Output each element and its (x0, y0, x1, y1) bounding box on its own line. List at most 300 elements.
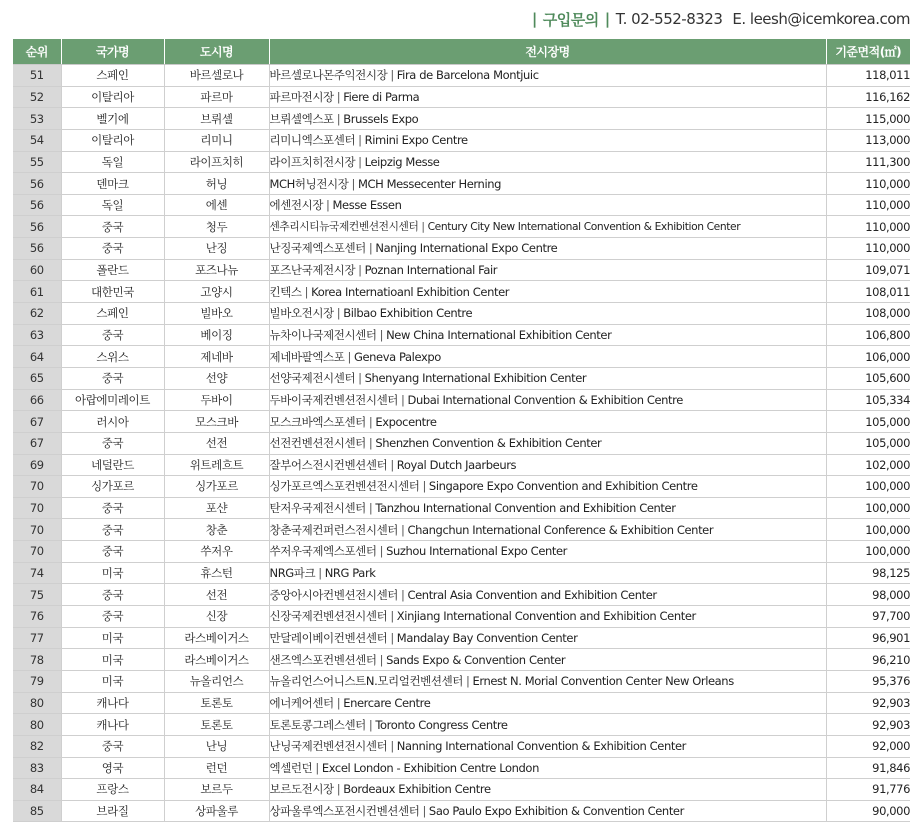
venue-cell (269, 562, 826, 584)
country-cell: 브라질 (61, 800, 164, 822)
country-cell: 대한민국 (61, 281, 164, 303)
venue-name-korean: 뉴차이나국제전시센터 (269, 328, 377, 342)
venue-name-korean: 빌바오전시장 (269, 306, 334, 321)
city-cell: 상파울루 (164, 800, 269, 822)
venue-cell (269, 194, 826, 216)
venue-name-korean: 센추리시티뉴국제컨벤션전시센터 (269, 220, 419, 234)
venue-name-separator: | (379, 328, 384, 342)
country-cell: 중국 (61, 324, 164, 346)
city-cell: 선전 (164, 432, 269, 454)
rank-cell: 62 (13, 303, 61, 325)
table-row (13, 541, 910, 563)
table-body (13, 65, 910, 822)
area-cell: 100,000 (826, 541, 910, 563)
table-row (13, 281, 910, 303)
city-cell: 라이프치히 (164, 151, 269, 173)
table-row (13, 670, 910, 692)
venue-name-english: Expocentre (375, 414, 437, 429)
venue-cell (269, 476, 826, 498)
table-row (13, 454, 910, 476)
venue-name-english: Suzhou International Expo Center (386, 544, 567, 559)
rank-cell: 78 (13, 649, 61, 671)
rank-cell: 70 (13, 497, 61, 519)
venue-name-separator: | (401, 392, 405, 407)
area-cell: 105,600 (826, 367, 910, 389)
venue-name-separator: | (422, 479, 426, 494)
rank-cell: 83 (13, 757, 61, 779)
venue-cell (269, 670, 826, 692)
table-row (13, 151, 910, 173)
city-cell: 런던 (164, 757, 269, 779)
rank-cell: 70 (13, 476, 61, 498)
venue-name-separator: | (336, 782, 341, 797)
venue-name-separator: | (358, 263, 362, 278)
venue-name-separator: | (336, 111, 341, 126)
area-cell: 113,000 (826, 129, 910, 151)
table-row (13, 476, 910, 498)
venue-name-korean: 잘부어스전시컨벤션센터 (269, 457, 388, 472)
table-row (13, 411, 910, 433)
venue-name-korean: 브뤼셀엑스포 (269, 111, 334, 126)
inquiry-label: 구입문의 (542, 10, 599, 29)
area-cell: 100,000 (826, 519, 910, 541)
rank-cell: 51 (13, 65, 61, 87)
area-cell: 98,000 (826, 584, 910, 606)
country-cell: 러시아 (61, 411, 164, 433)
venue-cell (269, 389, 826, 411)
venue-name-english: Fiere di Parma (343, 89, 420, 104)
table-row (13, 432, 910, 454)
rank-cell: 56 (13, 173, 61, 195)
venue-name-separator: | (401, 522, 405, 537)
area-cell: 108,011 (826, 281, 910, 303)
country-cell: 중국 (61, 216, 164, 238)
venue-name-korean: 포즈난국제전시장 (269, 263, 356, 278)
country-cell: 벨기에 (61, 108, 164, 130)
city-cell: 싱가포르 (164, 476, 269, 498)
city-cell: 두바이 (164, 389, 269, 411)
table-row (13, 627, 910, 649)
city-cell: 고양시 (164, 281, 269, 303)
area-cell: 105,000 (826, 411, 910, 433)
table-row (13, 779, 910, 801)
rank-cell: 69 (13, 454, 61, 476)
venue-name-korean: 쑤저우국제엑스포센터 (269, 544, 377, 559)
country-cell: 폴란드 (61, 259, 164, 281)
table-row (13, 606, 910, 628)
venue-name-english: Changchun International Conference & Exhibition Center (407, 522, 714, 537)
table-row (13, 194, 910, 216)
venue-name-korean: 바르셀로나몬주익전시장 (269, 68, 388, 83)
venue-cell (269, 779, 826, 801)
venue-name-english: Dubai International Convention & Exhibition Centre (407, 392, 683, 407)
venue-name-english: Brussels Expo (343, 111, 419, 126)
venue-name-english: Bordeaux Exhibition Centre (343, 782, 491, 797)
table-row (13, 584, 910, 606)
area-cell: 106,800 (826, 324, 910, 346)
venue-name-english: Bilbao Exhibition Centre (343, 306, 473, 321)
table-row (13, 216, 910, 238)
venue-cell (269, 238, 826, 260)
venue-name-english: Messe Essen (332, 198, 402, 213)
venue-cell (269, 454, 826, 476)
venue-name-korean: 모스크바엑스포센터 (269, 414, 366, 429)
area-cell: 102,000 (826, 454, 910, 476)
venue-cell (269, 519, 826, 541)
venue-name-separator: | (336, 306, 341, 321)
city-cell: 휴스턴 (164, 562, 269, 584)
phone-number: T. 02-552-8323 (615, 10, 723, 28)
venue-name-english: Nanning International Convention & Exhibition Center (396, 739, 686, 754)
venue-name-separator: | (368, 414, 373, 429)
venue-name-separator: | (304, 284, 309, 299)
venue-name-korean: 라이프치히전시장 (269, 154, 356, 169)
country-cell: 캐나다 (61, 714, 164, 736)
venue-cell (269, 129, 826, 151)
venue-cell (269, 346, 826, 368)
city-cell: 라스베이거스 (164, 649, 269, 671)
country-cell: 스페인 (61, 65, 164, 87)
table-row (13, 259, 910, 281)
venue-cell (269, 800, 826, 822)
table-row (13, 735, 910, 757)
venue-name-english: Toronto Congress Centre (375, 717, 508, 732)
venue-name-korean: 만달레이베이컨벤션센터 (269, 630, 388, 645)
city-cell: 보르두 (164, 779, 269, 801)
venue-name-separator: | (336, 89, 341, 104)
area-cell: 91,846 (826, 757, 910, 779)
rank-cell: 77 (13, 627, 61, 649)
venue-name-korean: MCH허닝전시장 (269, 176, 349, 191)
table-row (13, 108, 910, 130)
country-cell: 미국 (61, 649, 164, 671)
table-row (13, 65, 910, 87)
venue-name-korean: 엑셀런던 (269, 760, 313, 775)
country-cell: 중국 (61, 541, 164, 563)
table-row (13, 714, 910, 736)
rank-cell: 76 (13, 606, 61, 628)
venue-cell (269, 692, 826, 714)
city-cell: 모스크바 (164, 411, 269, 433)
area-cell: 105,334 (826, 389, 910, 411)
venue-cell (269, 584, 826, 606)
city-cell: 토론토 (164, 692, 269, 714)
venue-name-korean: 난닝국제컨벤션전시센터 (269, 739, 388, 754)
venue-ranking-table (13, 39, 910, 822)
venue-name-korean: 선전컨벤션전시센터 (269, 436, 366, 451)
separator: | (604, 10, 610, 28)
table-row (13, 519, 910, 541)
venue-name-english: Shenzhen Convention & Exhibition Center (375, 436, 602, 451)
venue-cell (269, 541, 826, 563)
area-cell: 90,000 (826, 800, 910, 822)
venue-name-korean: 중앙아시아컨벤션전시센터 (269, 587, 399, 602)
venue-cell (269, 735, 826, 757)
area-cell: 116,162 (826, 86, 910, 108)
venue-name-english: Century City New International Convention & Exhibition Center (427, 220, 741, 234)
country-cell: 스위스 (61, 346, 164, 368)
venue-name-separator: | (422, 804, 426, 819)
rank-cell: 67 (13, 411, 61, 433)
venue-name-separator: | (466, 674, 470, 689)
venue-name-separator: | (326, 198, 330, 213)
rank-cell: 84 (13, 779, 61, 801)
area-cell: 96,901 (826, 627, 910, 649)
venue-name-english: Sands Expo & Convention Center (386, 652, 566, 667)
city-cell: 리미니 (164, 129, 269, 151)
venue-cell (269, 606, 826, 628)
table-row (13, 497, 910, 519)
area-cell: 106,000 (826, 346, 910, 368)
venue-name-separator: | (379, 544, 384, 559)
table-row (13, 238, 910, 260)
country-cell: 덴마크 (61, 173, 164, 195)
rank-cell: 70 (13, 541, 61, 563)
city-cell: 바르셀로나 (164, 65, 269, 87)
venue-name-separator: | (358, 154, 362, 169)
venue-cell (269, 216, 826, 238)
country-cell: 중국 (61, 519, 164, 541)
city-cell: 브뤼셀 (164, 108, 269, 130)
city-cell: 라스베이거스 (164, 627, 269, 649)
rank-cell: 56 (13, 194, 61, 216)
venue-name-korean: 에너케어센터 (269, 695, 334, 710)
venue-name-english: Fira de Barcelona Montjuic (396, 68, 539, 83)
venue-cell (269, 367, 826, 389)
rank-cell: 63 (13, 324, 61, 346)
venue-cell (269, 757, 826, 779)
venue-name-separator: | (379, 652, 384, 667)
venue-name-korean: 토론토콩그레스센터 (269, 717, 366, 732)
country-cell: 독일 (61, 194, 164, 216)
rank-cell: 80 (13, 692, 61, 714)
country-cell: 스페인 (61, 303, 164, 325)
city-cell: 파르마 (164, 86, 269, 108)
rank-cell: 65 (13, 367, 61, 389)
rank-cell: 74 (13, 562, 61, 584)
venue-name-korean: 상파울루엑스포전시컨벤션센터 (269, 804, 420, 819)
table-row (13, 649, 910, 671)
rank-cell: 56 (13, 216, 61, 238)
table-row (13, 692, 910, 714)
rank-cell: 60 (13, 259, 61, 281)
country-cell: 중국 (61, 584, 164, 606)
header-area: 기준면적(㎡) (826, 39, 910, 65)
table-row (13, 346, 910, 368)
rank-cell: 67 (13, 432, 61, 454)
area-cell: 110,000 (826, 216, 910, 238)
rank-cell: 66 (13, 389, 61, 411)
venue-cell (269, 714, 826, 736)
venue-name-english: Rimini Expo Centre (364, 133, 468, 148)
venue-name-korean: 리미니엑스포센터 (269, 133, 356, 148)
country-cell: 독일 (61, 151, 164, 173)
venue-cell (269, 627, 826, 649)
country-cell: 중국 (61, 497, 164, 519)
venue-name-korean: 신장국제컨벤션전시센터 (269, 609, 388, 624)
rank-cell: 64 (13, 346, 61, 368)
venue-name-korean: 선양국제전시센터 (269, 371, 356, 386)
area-cell: 92,000 (826, 735, 910, 757)
table-row (13, 800, 910, 822)
rank-cell: 61 (13, 281, 61, 303)
separator: | (531, 10, 537, 28)
venue-name-english: Ernest N. Morial Convention Center New Orleans (472, 674, 734, 689)
area-cell: 91,776 (826, 779, 910, 801)
venue-name-separator: | (336, 695, 341, 710)
venue-cell (269, 497, 826, 519)
venue-name-korean: 난징국제엑스포센터 (269, 241, 366, 256)
venue-name-korean: NRG파크 (269, 566, 316, 581)
city-cell: 위트레흐트 (164, 454, 269, 476)
venue-name-korean: 창춘국제컨퍼런스전시센터 (269, 522, 399, 537)
venue-name-separator: | (368, 436, 373, 451)
venue-name-separator: | (358, 371, 362, 386)
area-cell: 111,300 (826, 151, 910, 173)
header-rank: 순위 (13, 39, 61, 65)
venue-name-separator: | (390, 609, 394, 624)
venue-name-separator: | (368, 241, 373, 256)
area-cell: 97,700 (826, 606, 910, 628)
venue-name-english: Tanzhou International Convention and Exhibition Center (375, 501, 676, 516)
venue-cell (269, 173, 826, 195)
area-cell: 108,000 (826, 303, 910, 325)
venue-name-english: Excel London - Exhibition Centre London (321, 760, 539, 775)
venue-cell (269, 65, 826, 87)
venue-name-separator: | (315, 760, 319, 775)
city-cell: 선전 (164, 584, 269, 606)
country-cell: 프랑스 (61, 779, 164, 801)
venue-cell (269, 432, 826, 454)
venue-name-korean: 뉴올리언스어니스트N.모리얼컨벤션센터 (269, 674, 464, 689)
venue-name-separator: | (368, 501, 373, 516)
city-cell: 빌바오 (164, 303, 269, 325)
venue-cell (269, 108, 826, 130)
table-header-row (13, 39, 910, 65)
venue-name-separator: | (368, 717, 373, 732)
venue-name-english: NRG Park (324, 566, 376, 581)
rank-cell: 55 (13, 151, 61, 173)
table-row (13, 389, 910, 411)
table-row (13, 757, 910, 779)
table-row (13, 324, 910, 346)
email-address[interactable]: E. leesh@icemkorea.com (732, 10, 910, 28)
country-cell: 영국 (61, 757, 164, 779)
table-row (13, 303, 910, 325)
rank-cell: 56 (13, 238, 61, 260)
rank-cell: 80 (13, 714, 61, 736)
venue-name-english: Mandalay Bay Convention Center (396, 630, 578, 645)
venue-cell (269, 324, 826, 346)
venue-name-english: Poznan International Fair (364, 263, 498, 278)
area-cell: 98,125 (826, 562, 910, 584)
venue-name-separator: | (318, 566, 322, 581)
area-cell: 110,000 (826, 194, 910, 216)
area-cell: 118,011 (826, 65, 910, 87)
country-cell: 미국 (61, 562, 164, 584)
area-cell: 100,000 (826, 497, 910, 519)
city-cell: 뉴올리언스 (164, 670, 269, 692)
city-cell: 쑤저우 (164, 541, 269, 563)
venue-name-english: Leipzig Messe (364, 154, 440, 169)
venue-name-english: Shenyang International Exhibition Center (364, 371, 587, 386)
venue-name-separator: | (358, 133, 362, 148)
header-city: 도시명 (164, 39, 269, 65)
venue-name-english: Korea Internatioanl Exhibition Center (311, 284, 510, 299)
rank-cell: 79 (13, 670, 61, 692)
rank-cell: 75 (13, 584, 61, 606)
area-cell: 109,071 (826, 259, 910, 281)
header-country: 국가명 (61, 39, 164, 65)
country-cell: 이탈리아 (61, 86, 164, 108)
rank-cell: 70 (13, 519, 61, 541)
contact-bar (0, 0, 917, 38)
city-cell: 난징 (164, 238, 269, 260)
city-cell: 청두 (164, 216, 269, 238)
city-cell: 토론토 (164, 714, 269, 736)
venue-cell (269, 86, 826, 108)
venue-name-english: New China International Exhibition Center (386, 328, 612, 342)
venue-cell (269, 649, 826, 671)
venue-cell (269, 281, 826, 303)
rank-cell: 53 (13, 108, 61, 130)
venue-name-korean: 파르마전시장 (269, 89, 334, 104)
country-cell: 싱가포르 (61, 476, 164, 498)
country-cell: 캐나다 (61, 692, 164, 714)
rank-cell: 54 (13, 129, 61, 151)
area-cell: 100,000 (826, 476, 910, 498)
venue-name-korean: 에센전시장 (269, 198, 324, 213)
table-row (13, 173, 910, 195)
country-cell: 중국 (61, 606, 164, 628)
venue-name-separator: | (390, 630, 394, 645)
table-row (13, 367, 910, 389)
city-cell: 난닝 (164, 735, 269, 757)
city-cell: 선양 (164, 367, 269, 389)
country-cell: 중국 (61, 367, 164, 389)
venue-name-separator: | (421, 220, 425, 234)
venue-name-separator: | (390, 739, 394, 754)
area-cell: 96,210 (826, 649, 910, 671)
area-cell: 105,000 (826, 432, 910, 454)
area-cell: 95,376 (826, 670, 910, 692)
city-cell: 포즈나뉴 (164, 259, 269, 281)
venue-name-english: MCH Messecenter Herning (357, 176, 502, 191)
venue-name-separator: | (390, 68, 394, 83)
venue-name-korean: 탄저우국제전시센터 (269, 501, 366, 516)
city-cell: 제네바 (164, 346, 269, 368)
venue-name-separator: | (347, 349, 351, 364)
area-cell: 92,903 (826, 692, 910, 714)
country-cell: 미국 (61, 627, 164, 649)
venue-name-english: Xinjiang International Convention and Exhibition Center (396, 609, 696, 624)
area-cell: 110,000 (826, 173, 910, 195)
header-venue: 전시장명 (269, 39, 826, 65)
venue-name-english: Enercare Centre (343, 695, 431, 710)
city-cell: 창춘 (164, 519, 269, 541)
rank-cell: 82 (13, 735, 61, 757)
venue-name-korean: 제네바팔엑스포 (269, 349, 345, 364)
area-cell: 110,000 (826, 238, 910, 260)
country-cell: 미국 (61, 670, 164, 692)
venue-name-english: Nanjing International Expo Centre (375, 241, 558, 256)
city-cell: 베이징 (164, 324, 269, 346)
rank-cell: 52 (13, 86, 61, 108)
venue-name-english: Sao Paulo Expo Exhibition & Convention Center (428, 804, 684, 819)
country-cell: 중국 (61, 238, 164, 260)
venue-name-english: Royal Dutch Jaarbeurs (396, 457, 517, 472)
city-cell: 포샨 (164, 497, 269, 519)
